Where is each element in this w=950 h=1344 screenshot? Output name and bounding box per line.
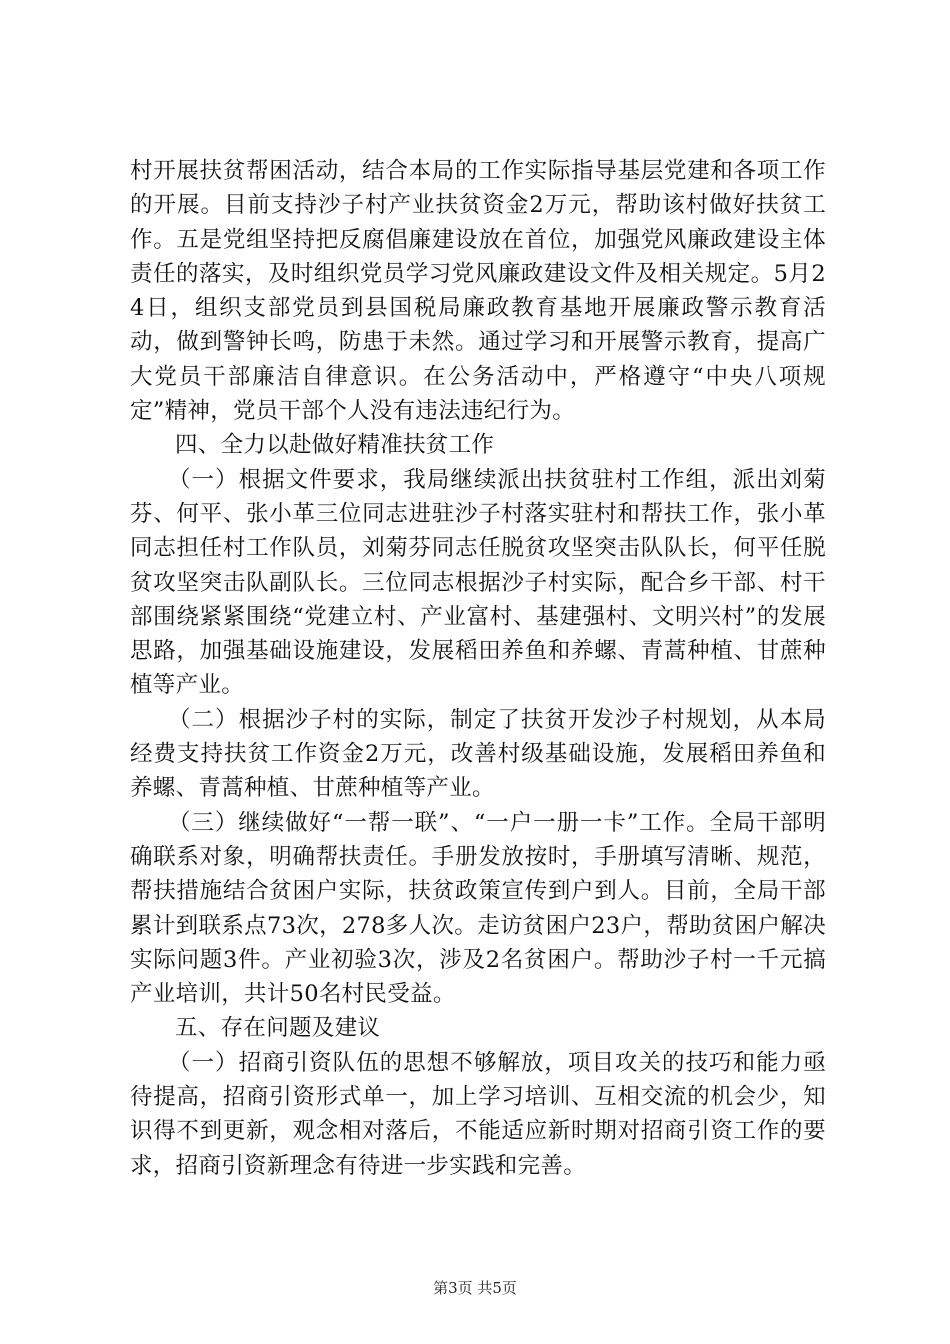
section-heading-poverty-alleviation: 四、全力以赴做好精准扶贫工作 [175, 432, 495, 459]
paragraph-item-1: （一）根据文件要求，我局继续派出扶贫驻村工作组，派出刘菊芬、何平、张小革三位同志进驻沙子村落实驻村和帮扶工作，张小革同志担任村工作队员，刘菊芬同志任脱贫攻坚突击队队长，何平任脱贫攻坚突击队副队长。三位同志根据沙子村实际，配合乡干部、村干部围绕紧紧围绕“党建立村、产业富村、基建强村、文明兴村”的发展思路，加强基础设施建设，发展稻田养鱼和养螺、青蒿种植、甘蔗种植等产业。 [130, 466, 826, 699]
paragraph-problem-1: （一）招商引资队伍的思想不够解放，项目攻关的技巧和能力亟待提高，招商引资形式单一，加上学习培训、互相交流的机会少，知识得不到更新，观念相对落后，不能适应新时期对招商引资工作的要求，招商引资新理念有待进一步实践和完善。 [130, 1049, 826, 1179]
paragraph-item-3: （三）继续做好“一帮一联”、“一户一册一卡”工作。全局干部明确联系对象，明确帮扶责任。手册发放按时，手册填写清晰、规范，帮扶措施结合贫困户实际，扶贫政策宣传到户到人。目前，全局干部累计到联系点73次，278多人次。走访贫困户23户，帮助贫困户解决实际问题3件。产业初验3次，涉及2名贫困户。帮助沙子村一千元搞产业培训，共计50名村民受益。 [130, 809, 826, 1008]
document-body [130, 154, 826, 1183]
section-heading-problems: 五、存在问题及建议 [175, 1015, 381, 1042]
paragraph-continuation: 村开展扶贫帮困活动，结合本局的工作实际指导基层党建和各项工作的开展。目前支持沙子村产业扶贫资金2万元，帮助该村做好扶贫工作。五是党组坚持把反腐倡廉建设放在首位，加强党风廉政建设主体责任的落实，及时组织党员学习党风廉政建设文件及相关规定。5月24日，组织支部党员到县国税局廉政教育基地开展廉政警示教育活动，做到警钟长鸣，防患于未然。通过学习和开展警示教育，提高广大党员干部廉洁自律意识。在公务活动中，严格遵守“中央八项规定”精神，党员干部个人没有违法违纪行为。 [130, 158, 826, 425]
paragraph-item-2: （二）根据沙子村的实际，制定了扶贫开发沙子村规划，从本局经费支持扶贫工作资金2万元，改善村级基础设施，发展稻田养鱼和养螺、青蒿种植、甘蔗种植等产业。 [130, 706, 826, 802]
page-number-footer: 第3页 共5页 [433, 1279, 517, 1297]
